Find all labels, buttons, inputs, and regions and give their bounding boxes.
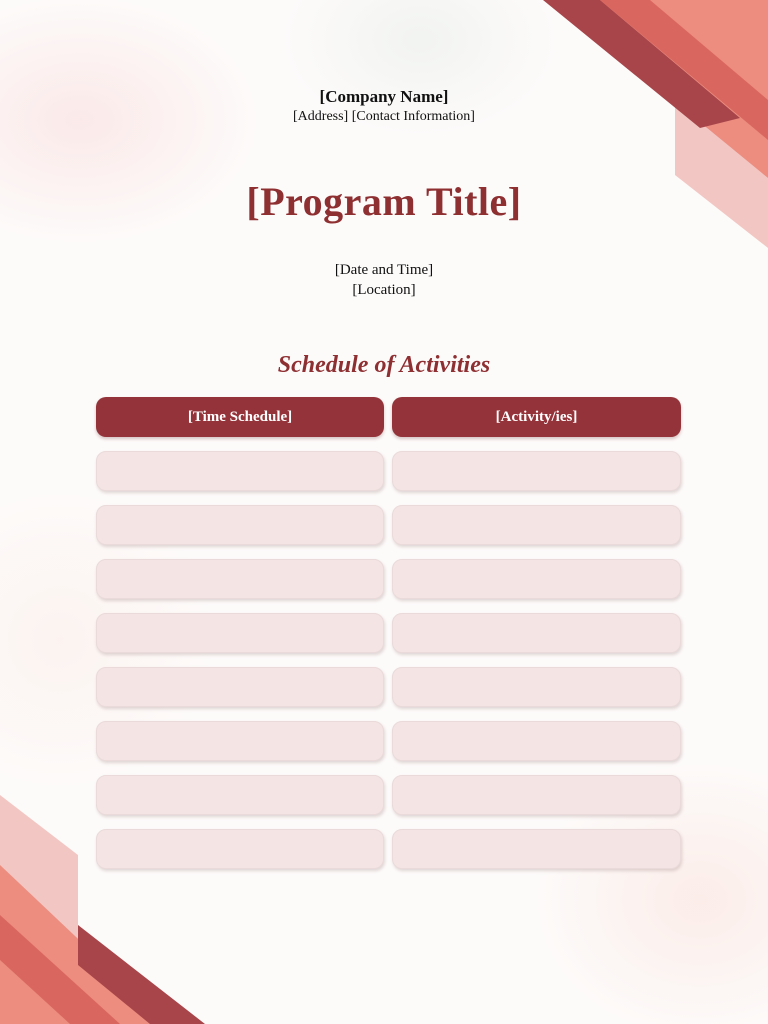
table-row [96, 451, 681, 491]
event-location: [Location] [352, 282, 416, 298]
company-name: [Company Name] [319, 87, 449, 106]
program-title: [Program Title] [246, 179, 522, 224]
table-row [96, 505, 681, 545]
activity-cell[interactable] [392, 829, 681, 869]
table-row [96, 667, 681, 707]
table-row [96, 721, 681, 761]
time-cell[interactable] [96, 667, 384, 707]
table-row [96, 559, 681, 599]
column-header-activity: [Activity/ies] [392, 397, 681, 437]
time-cell[interactable] [96, 721, 384, 761]
activity-cell[interactable] [392, 451, 681, 491]
time-cell[interactable] [96, 559, 384, 599]
time-cell[interactable] [96, 829, 384, 869]
event-date-time: [Date and Time] [334, 262, 434, 278]
schedule-table [96, 397, 681, 883]
table-row [96, 613, 681, 653]
table-row [96, 775, 681, 815]
schedule-heading: Schedule of Activities [277, 352, 491, 378]
activity-cell[interactable] [392, 505, 681, 545]
time-cell[interactable] [96, 451, 384, 491]
activity-cell[interactable] [392, 613, 681, 653]
column-header-time: [Time Schedule] [96, 397, 384, 437]
time-cell[interactable] [96, 775, 384, 815]
activity-cell[interactable] [392, 559, 681, 599]
table-header-row [96, 397, 681, 437]
activity-cell[interactable] [392, 667, 681, 707]
time-cell[interactable] [96, 505, 384, 545]
time-cell[interactable] [96, 613, 384, 653]
table-row [96, 829, 681, 869]
activity-cell[interactable] [392, 721, 681, 761]
activity-cell[interactable] [392, 775, 681, 815]
company-address: [Address] [Contact Information] [293, 109, 475, 124]
